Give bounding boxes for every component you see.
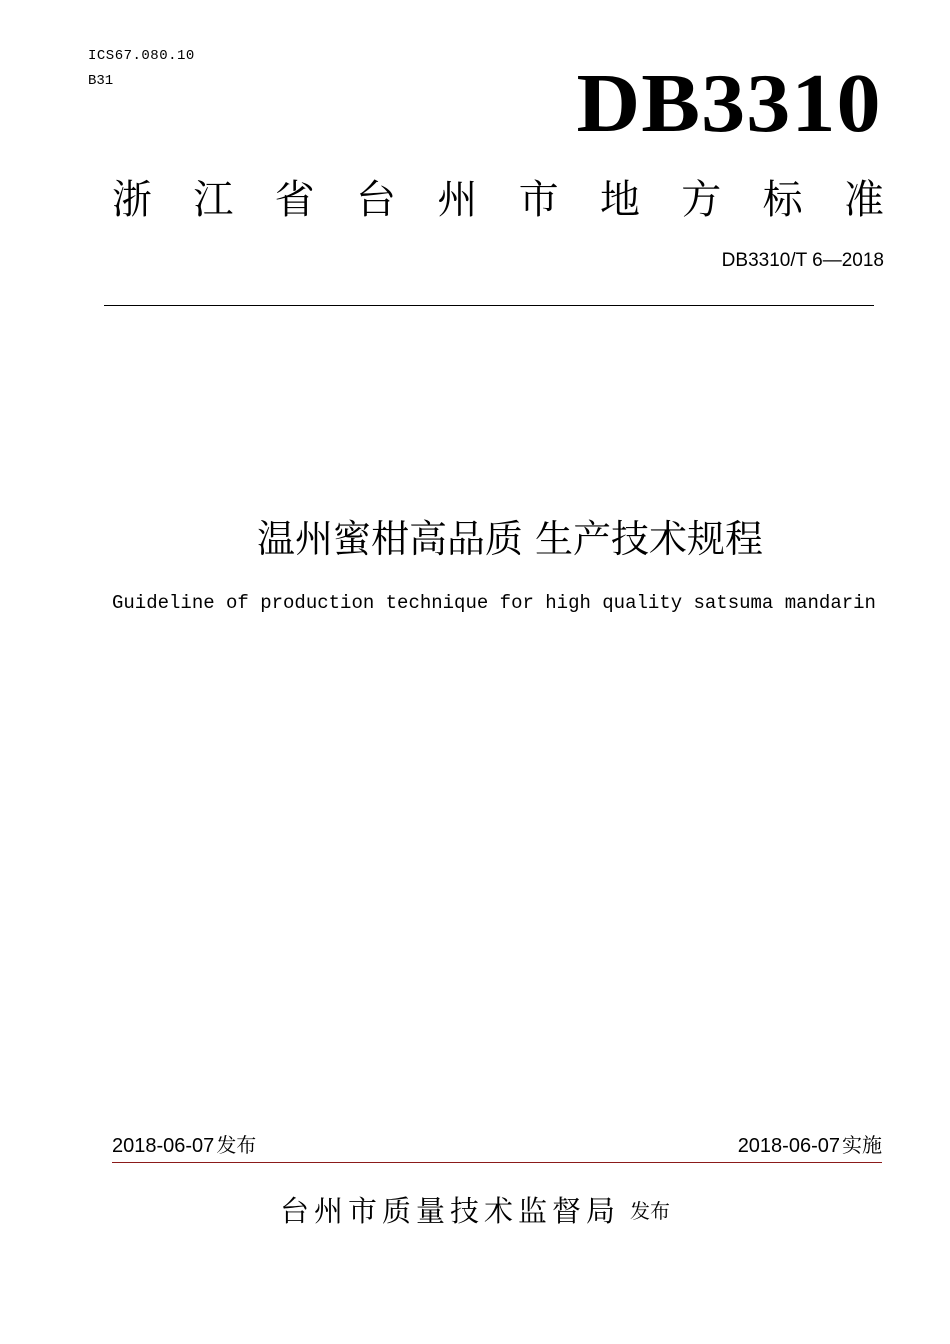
standard-kind-char: 标	[762, 177, 803, 223]
standard-kind-char: 方	[681, 177, 722, 223]
issuer-line	[0, 1189, 950, 1230]
document-title-english: Guideline of production technique for high quality satsuma mandarin	[112, 592, 876, 614]
standard-number: DB3310/T 6—2018	[721, 250, 884, 271]
standard-kind-char: 浙	[112, 177, 152, 223]
standard-kind-char: 准	[843, 177, 884, 223]
ccs-code: B31	[88, 73, 114, 89]
issuer-label: 发布	[630, 1199, 670, 1223]
standard-kind-char: 台	[355, 177, 396, 223]
implementation-date-block	[738, 1133, 882, 1159]
implementation-label: 实施	[842, 1135, 882, 1157]
standard-mark: DB3310	[576, 57, 882, 150]
issue-date: 2018-06-07	[112, 1135, 215, 1157]
header-divider	[104, 305, 874, 306]
standard-kind-char: 州	[437, 177, 478, 223]
issue-label: 发布	[216, 1135, 257, 1157]
issuer-name: 台州市质量技术监督局	[279, 1194, 620, 1228]
standard-kind-char: 省	[274, 177, 315, 223]
standard-kind-char: 地	[599, 177, 640, 223]
standard-kind-heading	[112, 174, 884, 226]
issue-date-block	[112, 1133, 256, 1159]
standard-kind-char: 江	[193, 177, 234, 223]
implementation-date: 2018-06-07	[737, 1135, 840, 1157]
document-title-chinese: 温州蜜柑高品质 生产技术规程	[256, 517, 764, 561]
standard-kind-char: 市	[518, 177, 559, 223]
ics-code: ICS67.080.10	[88, 48, 195, 64]
footer-divider	[112, 1162, 882, 1163]
